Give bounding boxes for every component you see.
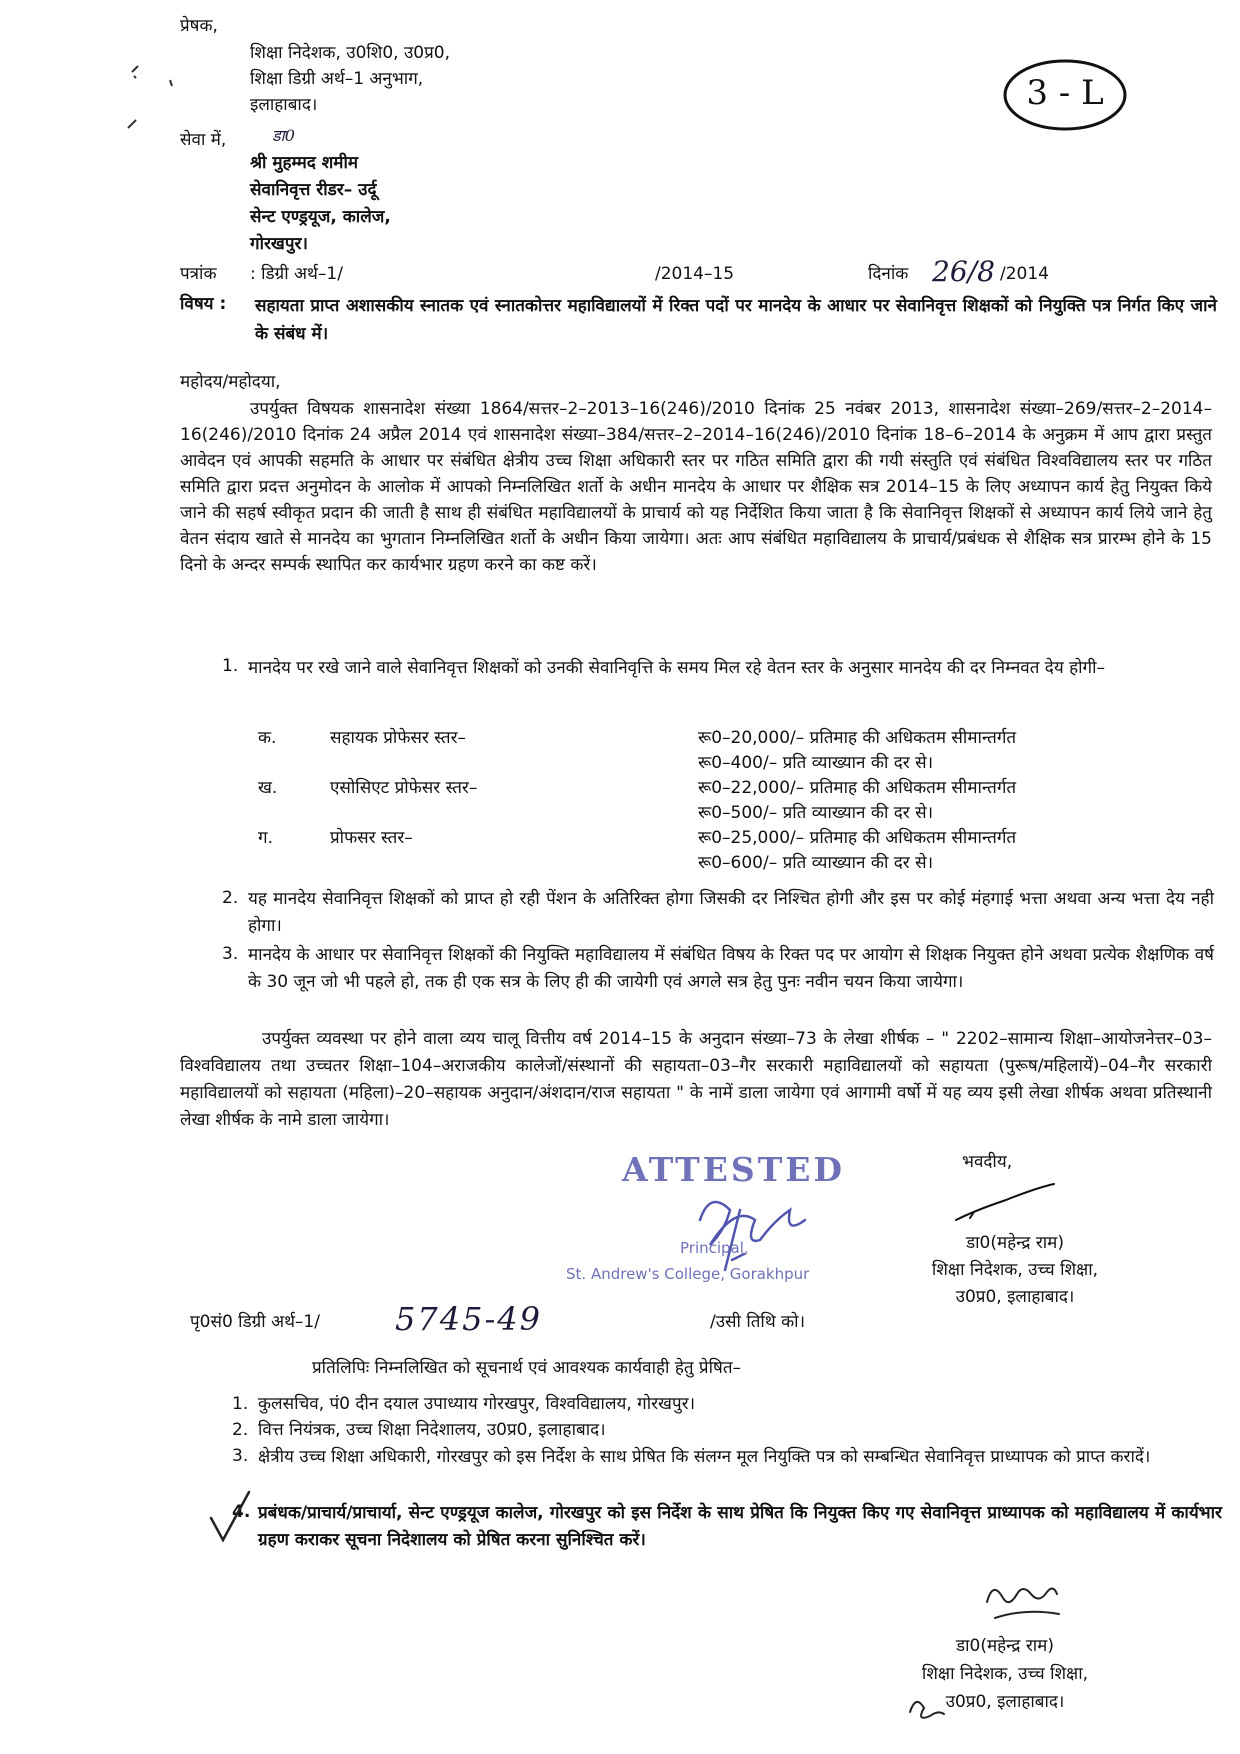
patrank-label: पत्रांक: [180, 264, 217, 284]
rate-level: एसोसिएट प्रोफेसर स्तर–: [330, 778, 478, 798]
rate-values: [698, 826, 1016, 876]
subject-text: सहायता प्राप्त अशासकीय स्नातक एवं स्नातकोत्तर महाविद्यालयों में रिक्त पदों पर मानदेय के आधार पर सेवानिवृत्त शिक्षकों को नियुक्ति पत्र निर्गत किए जाने के संबंध में।: [255, 296, 1217, 344]
copy-number: 2.: [232, 1420, 249, 1440]
rate-monthly: रू0–22,000/– प्रतिमाह की अधिकतम सीमान्तर्गत: [698, 778, 1017, 798]
sender-label: प्रेषक,: [180, 16, 218, 36]
salutation: महोदय/महोदया,: [180, 372, 281, 392]
copy-item: [232, 1500, 1222, 1556]
attested-stamp: [560, 1146, 920, 1296]
rate-values: [698, 726, 1016, 776]
subject-label: विषय :: [180, 294, 227, 314]
copy-text: कुलसचिव, पं0 दीन दयाल उपाध्याय गोरखपुर, विश्वविद्यालय, गोरखपुर।: [258, 1394, 696, 1414]
recipient-handwritten-prefix: डा0: [272, 126, 295, 145]
rate-lecture: रू0–600/– प्रति व्याख्यान की दर से।: [698, 853, 934, 873]
signatory-designation: शिक्षा निदेशक, उच्च शिक्षा,: [921, 1664, 1089, 1684]
signature-block-1: [915, 1230, 1115, 1311]
condition-text: मानदेय के आधार पर सेवानिवृत्त शिक्षकों की नियुक्ति महाविद्यालय में संबंधित विषय के रिक्त पद पर आयोग से शिक्षक नियुक्त होने अथवा प्रत्येक शैक्षणिक वर्ष के 30 जून जो भी पहले हो, तक ही एक सत्र के लिए ही की जायेगी एवं अगले सत्र हेतु पुनः नवीन चयन किया जायेगा।: [248, 945, 1214, 992]
margin-marks: [120, 58, 200, 138]
tick-mark: [205, 1488, 255, 1548]
recipient-address: [250, 150, 391, 258]
expense-paragraph: उपर्युक्त व्यवस्था पर होने वाला व्यय चालू वित्तीय वर्ष 2014–15 के अनुदान संख्या–73 के लेखा शीर्षक – " 2202–सामान्य शिक्षा–आयोजनेत्तर–03–विश्वविद्यालय तथा उच्चतर शिक्षा–104–अराजकीय कालेजों/संस्थानों की सहायता–03–गैर सरकारी महाविद्यालयों को सहायता (पुरूष/महिलायें)–04–गैर सरकारी महाविद्यालयों को सहायता (महिला)–20–सहायक अनुदान/अंशदान/राज सहायता " के नामें डाला जायेगा एवं आगामी वर्षो में यह व्यय इसी लेखा शीर्षक अथवा प्रतिस्थानी लेखा शीर्षक के नामे डाला जायेगा।: [180, 1029, 1212, 1130]
sender-address: [250, 40, 450, 118]
body-paragraph: उपर्युक्त विषयक शासनादेश संख्या 1864/सत्तर–2–2013–16(246)/2010 दिनांक 25 नवंबर 2013, शासनादेश संख्या–269/सत्तर–2–2014–16(246)/2010 दिनांक 24 अप्रैल 2014 एवं शासनादेश संख्या–384/सत्तर–2–2014–16(246)/2010 दिनांक 18–6–2014 के अनुक्रम में आप द्वारा प्रस्तुत आवेदन एवं आपकी सहमति के आधार पर संबंधित क्षेत्रीय उच्च शिक्षा अधिकारी स्तर पर गठित समिति द्वारा की गयी संस्तुति एवं संबंधित विश्वविद्यालय स्तर पर गठित समिति द्वारा प्रदत्त अनुमोदन के आलोक में आपको निम्नलिखित शर्तो के अधीन मानदेय के आधार पर शैक्षिक सत्र 2014–15 के लिए अध्यापन कार्य हेतु नियुक्त किये जाने की सहर्ष स्वीकृत प्रदान की जाती है साथ ही संबंधित महाविद्यालयों के प्राचार्य को यह निर्देशित किया जाता है कि सेवानिवृत्त शिक्षकों से अध्यापन कार्य लिये जाने हेतु वेतन संदाय खाते से मानदेय का भुगतान निम्नलिखित शर्तो के अधीन किया जायेगा। अतः आप संबंधित महाविद्यालय के प्राचार्य/प्रबंधक से शैक्षिक सत्र प्रारम्भ होने के 15 दिनो के अन्दर सम्पर्क स्थापित कर कार्यभार ग्रहण करने का कष्ट करें।: [180, 399, 1212, 575]
recipient-line: सेवानिवृत्त रीडर– उर्दू: [250, 180, 377, 200]
rate-row: [258, 776, 1016, 826]
copy-number: 4.: [232, 1502, 251, 1522]
rate-code: क.: [258, 728, 277, 748]
signature-1: [950, 1180, 1060, 1230]
signatory-name: डा0(महेन्द्र राम): [956, 1636, 1054, 1656]
patrank-value: : डिग्री अर्थ–1/: [250, 264, 343, 284]
stamp-line1: Principal,: [680, 1239, 749, 1257]
signatory-place: उ0प्र0, इलाहाबाद।: [955, 1287, 1075, 1307]
recipient-line: सेन्ट एण्ड्रयूज, कालेज,: [250, 207, 391, 227]
rate-code: ख.: [258, 778, 278, 798]
rate-monthly: रू0–25,000/– प्रतिमाह की अधिकतम सीमान्तर्गत: [698, 828, 1017, 848]
rate-monthly: रू0–20,000/– प्रतिमाह की अधिकतम सीमान्तर्गत: [698, 728, 1017, 748]
rate-level: सहायक प्रोफेसर स्तर–: [330, 728, 467, 748]
stamp-title: ATTESTED: [622, 1150, 846, 1189]
copy-item: [232, 1392, 1222, 1418]
condition-item: [222, 886, 1214, 942]
condition-item: [222, 654, 1214, 714]
rate-lecture: रू0–500/– प्रति व्याख्यान की दर से।: [698, 803, 934, 823]
recipient-line: गोरखपुर।: [250, 234, 308, 254]
closing: भवदीय,: [962, 1152, 1013, 1172]
endorsement-number: 5745-49: [395, 1300, 542, 1338]
condition-text: मानदेय पर रखे जाने वाले सेवानिवृत्त शिक्षकों को उनकी सेवानिवृत्ति के समय मिल रहे वेतन स्तर के अनुसार मानदेय की दर निम्नवत देय होगी–: [248, 658, 1106, 678]
signature-2: [975, 1572, 1075, 1632]
file-mark: [1000, 55, 1130, 135]
recipient-line: श्री मुहम्मद शमीम: [250, 153, 359, 173]
date-year: /2014: [1000, 264, 1049, 284]
sender-line: इलाहाबाद।: [250, 95, 318, 115]
rates-table: [258, 726, 1016, 876]
endorsement-suffix: /उसी तिथि को।: [710, 1312, 806, 1332]
rate-row: [258, 726, 1016, 776]
signatory-place: उ0प्र0, इलाहाबाद।: [945, 1692, 1065, 1712]
copy-item: [232, 1444, 1222, 1498]
endorsement-prefix: पृ0सं0 डिग्री अर्थ–1/: [190, 1312, 320, 1332]
condition-number: 1.: [222, 656, 239, 676]
signatory-designation: शिक्षा निदेशक, उच्च शिक्षा,: [931, 1260, 1099, 1280]
session-value: /2014–15: [655, 264, 735, 284]
date-label: दिनांक: [868, 264, 909, 284]
rate-code: ग.: [258, 828, 273, 848]
condition-item: [222, 942, 1214, 1026]
copy-number: 1.: [232, 1394, 249, 1414]
condition-number: 3.: [222, 944, 239, 964]
condition-text: यह मानदेय सेवानिवृत्त शिक्षकों को प्राप्त हो रही पेंशन के अतिरिक्त होगा जिसकी दर निश्चित होगी और इस पर कोई मंहगाई भत्ता अथवा अन्य भत्ता देय नही होगा।: [248, 889, 1214, 936]
rate-lecture: रू0–400/– प्रति व्याख्यान की दर से।: [698, 753, 934, 773]
rate-row: [258, 826, 1016, 876]
date-handwritten: 26/8: [932, 255, 995, 288]
sender-line: शिक्षा निदेशक, उ0शि0, उ0प्र0,: [250, 43, 450, 63]
copy-number: 3.: [232, 1446, 249, 1466]
signatory-name: डा0(महेन्द्र राम): [966, 1233, 1064, 1253]
copy-text: प्रबंधक/प्राचार्य/प्राचार्या, सेन्ट एण्ड्रयूज कालेज, गोरखपुर को इस निर्देश के साथ प्रेषित कि नियुक्त किए गए सेवानिवृत्त प्राध्यापक को महाविद्यालय में कार्यभार ग्रहण कराकर सूचना निदेशालय को प्रेषित करना सुनिश्चित करें।: [258, 1503, 1222, 1550]
initial-mark: [900, 1690, 950, 1726]
rate-values: [698, 776, 1016, 826]
copy-item: [232, 1418, 1222, 1444]
sender-line: शिक्षा डिग्री अर्थ–1 अनुभाग,: [250, 69, 424, 89]
rate-level: प्रोफसर स्तर–: [330, 828, 413, 848]
copy-heading: प्रतिलिपिः निम्नलिखित को सूचनार्थ एवं आवश्यक कार्यवाही हेतु प्रेषित–: [312, 1358, 742, 1378]
condition-number: 2.: [222, 888, 239, 908]
copy-text: क्षेत्रीय उच्च शिक्षा अधिकारी, गोरखपुर को इस निर्देश के साथ प्रेषित कि संलग्न मूल नियुक्ति पत्र को सम्बन्धित सेवानिवृत्त प्राध्यापक को प्राप्त करादें।: [258, 1447, 1151, 1467]
stamp-line2: St. Andrew's College, Gorakhpur: [566, 1265, 810, 1283]
recipient-label: सेवा में,: [180, 130, 227, 150]
file-mark-text: 3 - L: [1026, 73, 1104, 113]
copy-text: वित्त नियंत्रक, उच्च शिक्षा निदेशालय, उ0प्र0, इलाहाबाद।: [258, 1420, 606, 1440]
